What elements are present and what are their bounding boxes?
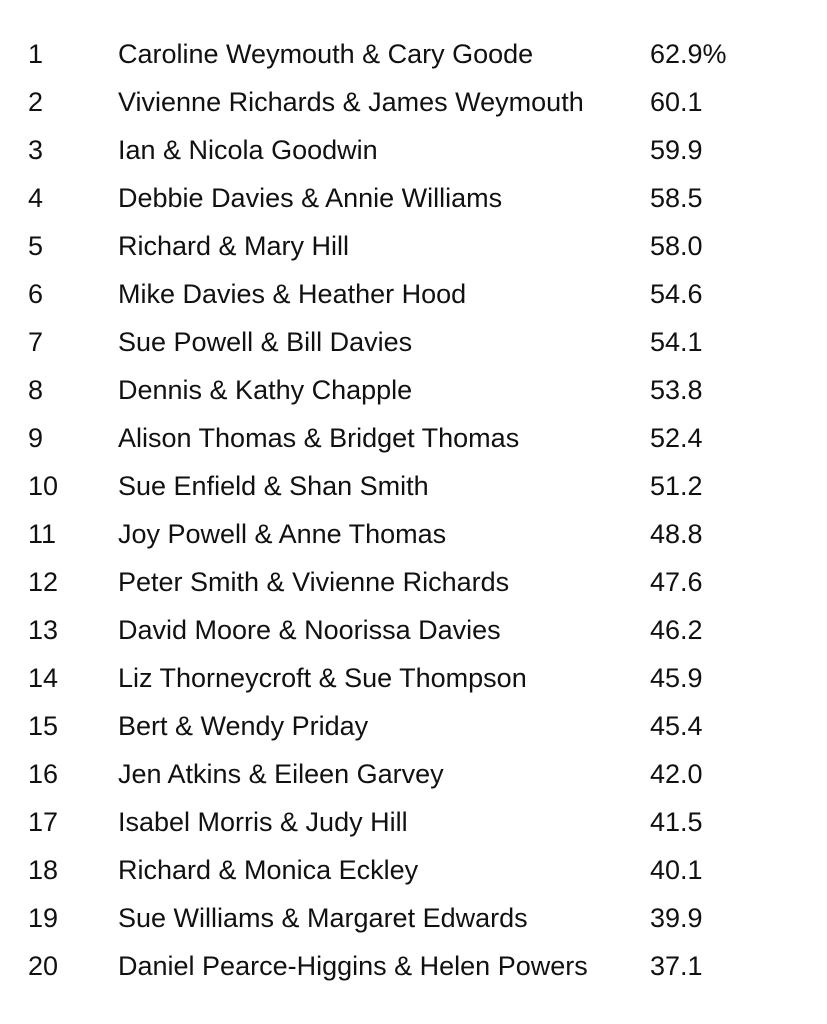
pair-names-cell: Daniel Pearce-Higgins & Helen Powers [118, 951, 588, 981]
pair-names-cell: Liz Thorneycroft & Sue Thompson [118, 663, 527, 693]
rank-cell: 16 [28, 759, 59, 789]
rank-cell: 12 [28, 567, 59, 597]
pair-names-cell: Alison Thomas & Bridget Thomas [118, 423, 520, 453]
table-row [0, 78, 827, 126]
score-cell: 58.0 [650, 231, 703, 261]
score-cell: 45.9 [650, 663, 703, 693]
rank-cell: 7 [28, 327, 44, 357]
pair-names-cell: Sue Enfield & Shan Smith [118, 471, 429, 501]
rank-cell: 1 [28, 39, 44, 69]
rank-cell: 5 [28, 231, 44, 261]
score-cell: 52.4 [650, 423, 703, 453]
rank-cell: 4 [28, 183, 44, 213]
table-row [0, 462, 827, 510]
table-row [0, 366, 827, 414]
table-row [0, 270, 827, 318]
score-cell: 51.2 [650, 471, 703, 501]
table-row [0, 942, 827, 990]
pair-names-cell: Bert & Wendy Priday [118, 711, 369, 741]
pair-names-cell: Ian & Nicola Goodwin [118, 135, 378, 165]
table-row [0, 654, 827, 702]
pair-names-cell: Richard & Monica Eckley [118, 855, 419, 885]
pair-names-cell: Peter Smith & Vivienne Richards [118, 567, 510, 597]
pair-names-cell: Isabel Morris & Judy Hill [118, 807, 408, 837]
table-row [0, 174, 827, 222]
pair-names-cell: Caroline Weymouth & Cary Goode [118, 39, 534, 69]
pair-names-cell: Sue Powell & Bill Davies [118, 327, 413, 357]
pair-names-cell: Mike Davies & Heather Hood [118, 279, 467, 309]
score-cell: 46.2 [650, 615, 703, 645]
rank-cell: 11 [28, 519, 57, 549]
rank-cell: 3 [28, 135, 44, 165]
score-cell: 48.8 [650, 519, 703, 549]
score-cell: 53.8 [650, 375, 703, 405]
score-cell: 37.1 [650, 951, 703, 981]
pair-names-cell: Joy Powell & Anne Thomas [118, 519, 447, 549]
table-row [0, 558, 827, 606]
score-cell: 39.9 [650, 903, 703, 933]
table-row [0, 894, 827, 942]
pair-names-cell: Richard & Mary Hill [118, 231, 350, 261]
results-table [0, 30, 827, 990]
table-row [0, 510, 827, 558]
score-cell: 58.5 [650, 183, 703, 213]
table-row [0, 318, 827, 366]
score-cell: 40.1 [650, 855, 703, 885]
pair-names-cell: Vivienne Richards & James Weymouth [118, 87, 584, 117]
pair-names-cell: Sue Williams & Margaret Edwards [118, 903, 528, 933]
rank-cell: 9 [28, 423, 44, 453]
rank-cell: 20 [28, 951, 59, 981]
rank-cell: 8 [28, 375, 44, 405]
score-cell: 42.0 [650, 759, 703, 789]
rank-cell: 18 [28, 855, 59, 885]
score-cell: 54.6 [650, 279, 703, 309]
table-row [0, 126, 827, 174]
table-row [0, 750, 827, 798]
table-row [0, 414, 827, 462]
rank-cell: 14 [28, 663, 59, 693]
table-row [0, 222, 827, 270]
rank-cell: 15 [28, 711, 59, 741]
score-cell: 60.1 [650, 87, 703, 117]
pair-names-cell: Debbie Davies & Annie Williams [118, 183, 503, 213]
rank-cell: 17 [28, 807, 59, 837]
score-cell: 62.9% [650, 39, 727, 69]
score-cell: 41.5 [650, 807, 703, 837]
rank-cell: 10 [28, 471, 59, 501]
pair-names-cell: David Moore & Noorissa Davies [118, 615, 501, 645]
score-cell: 54.1 [650, 327, 703, 357]
rank-cell: 19 [28, 903, 59, 933]
results-body [0, 30, 827, 990]
rank-cell: 13 [28, 615, 59, 645]
rank-cell: 2 [28, 87, 44, 117]
table-row [0, 30, 827, 78]
score-cell: 47.6 [650, 567, 703, 597]
table-row [0, 798, 827, 846]
pair-names-cell: Dennis & Kathy Chapple [118, 375, 413, 405]
table-row [0, 606, 827, 654]
rank-cell: 6 [28, 279, 44, 309]
pair-names-cell: Jen Atkins & Eileen Garvey [118, 759, 444, 789]
table-row [0, 846, 827, 894]
score-cell: 45.4 [650, 711, 703, 741]
table-row [0, 702, 827, 750]
score-cell: 59.9 [650, 135, 703, 165]
